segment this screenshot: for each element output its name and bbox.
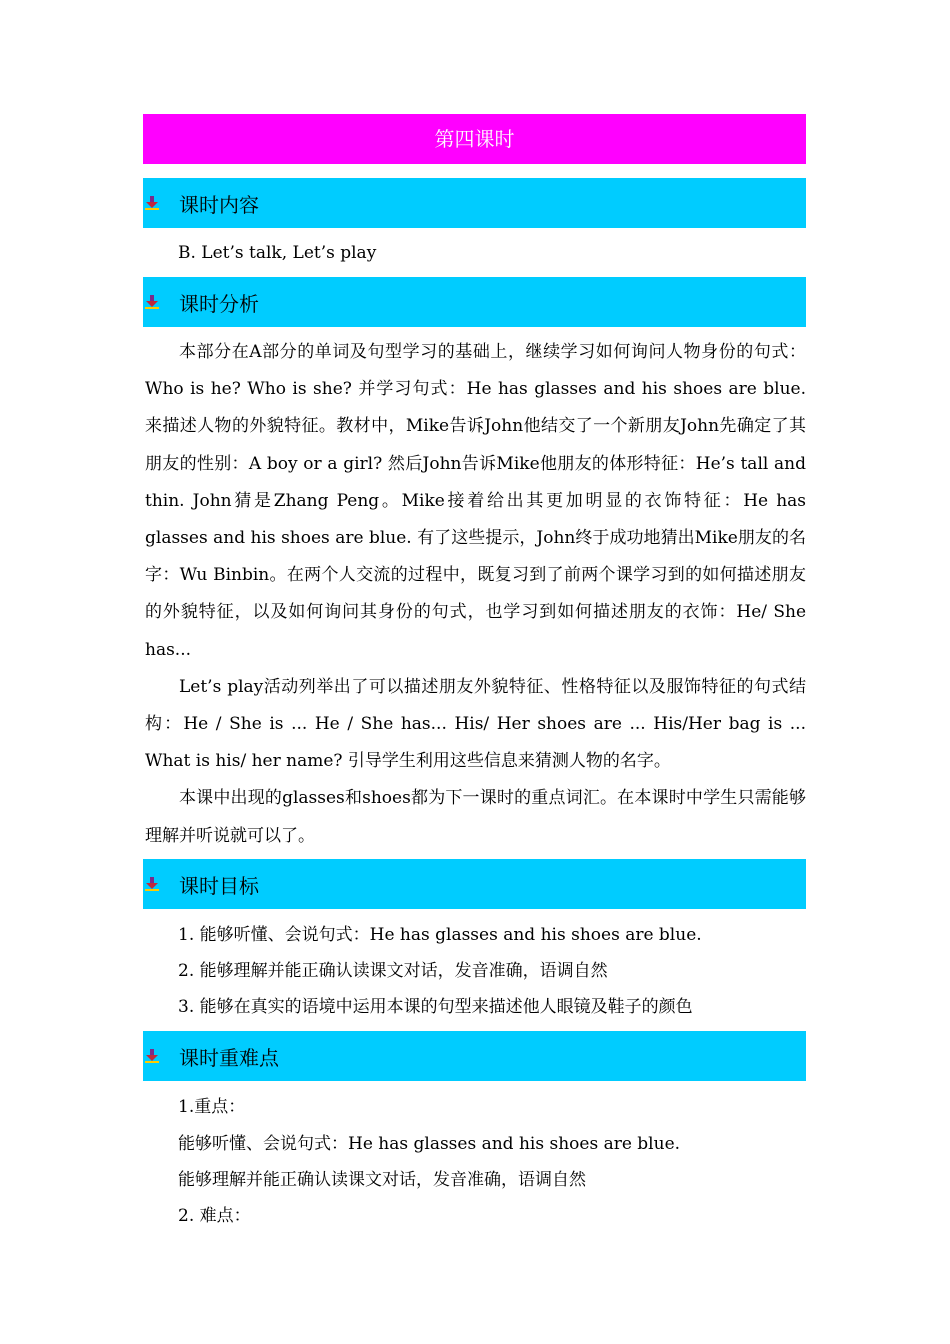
key-point-line: 2. 难点： [178, 1206, 251, 1226]
goal-item: 1. 能够听懂、会说句式：He has glasses and his shoes are blue. [178, 925, 702, 945]
analysis-paragraph: 本部分在A部分的单词及句型学习的基础上，继续学习如何询问人物身份的句式：Who is he? Who is she? 并学习句式：He has glasses and his shoes are blue. 来描述人物的外貌特征。教材中，Mike告诉John他结交了一个新朋友John先确定了其朋友的性别：A boy or a girl? 然后John告诉Mike他朋友的体形特征：He’s tall and thin. John猜是Zhang Peng。Mike接着给出其更加明显的衣饰特征：He has glasses and his shoes are blue. 有了这些提示，John终于成功地猜出Mike朋友的名字：Wu Binbin。在两个人交流的过程中，既复习到了前两个课学习到的如何描述朋友的外貌特征，以及如何询问其身份的句式，也学习到如何描述朋友的衣饰：He/ She has... [145, 342, 806, 660]
bullet-icon [145, 877, 159, 891]
analysis-paragraph: 本课中出现的glasses和shoes都为下一课时的重点词汇。在本课时中学生只需能够理解并听说就可以了。 [145, 788, 806, 846]
key-point-line: 1.重点： [178, 1097, 246, 1117]
content-text: B. Let’s talk, Let’s play [178, 243, 377, 263]
analysis-paragraph: Let’s play活动列举出了可以描述朋友外貌特征、性格特征以及服饰特征的句式结构：He / She is ... He / She has... His/ Her shoes are ... His/Her bag is ... What is his/ her name? 引导学生利用这些信息来猜测人物的名字。 [145, 676, 806, 772]
bullet-icon [145, 1049, 159, 1063]
bullet-icon [145, 295, 159, 309]
section-heading: 课时内容 [179, 192, 259, 217]
section-header-analysis [143, 277, 806, 327]
bullet-icon [145, 196, 159, 210]
section-header-content [143, 178, 806, 228]
section-header-goals [143, 859, 806, 909]
key-point-line: 能够理解并能正确认读课文对话，发音准确，语调自然 [178, 1170, 586, 1190]
goal-item: 3. 能够在真实的语境中运用本课的句型来描述他人眼镜及鞋子的颜色 [178, 997, 693, 1017]
analysis-body [145, 334, 806, 855]
key-point-line: 能够听懂、会说句式：He has glasses and his shoes are blue. [178, 1134, 681, 1154]
section-heading: 课时分析 [179, 291, 259, 316]
section-heading: 课时重难点 [179, 1045, 279, 1070]
lesson-title: 第四课时 [143, 114, 806, 164]
section-heading: 课时目标 [179, 873, 259, 898]
goal-item: 2. 能够理解并能正确认读课文对话，发音准确，语调自然 [178, 961, 608, 981]
section-header-key-points [143, 1031, 806, 1081]
